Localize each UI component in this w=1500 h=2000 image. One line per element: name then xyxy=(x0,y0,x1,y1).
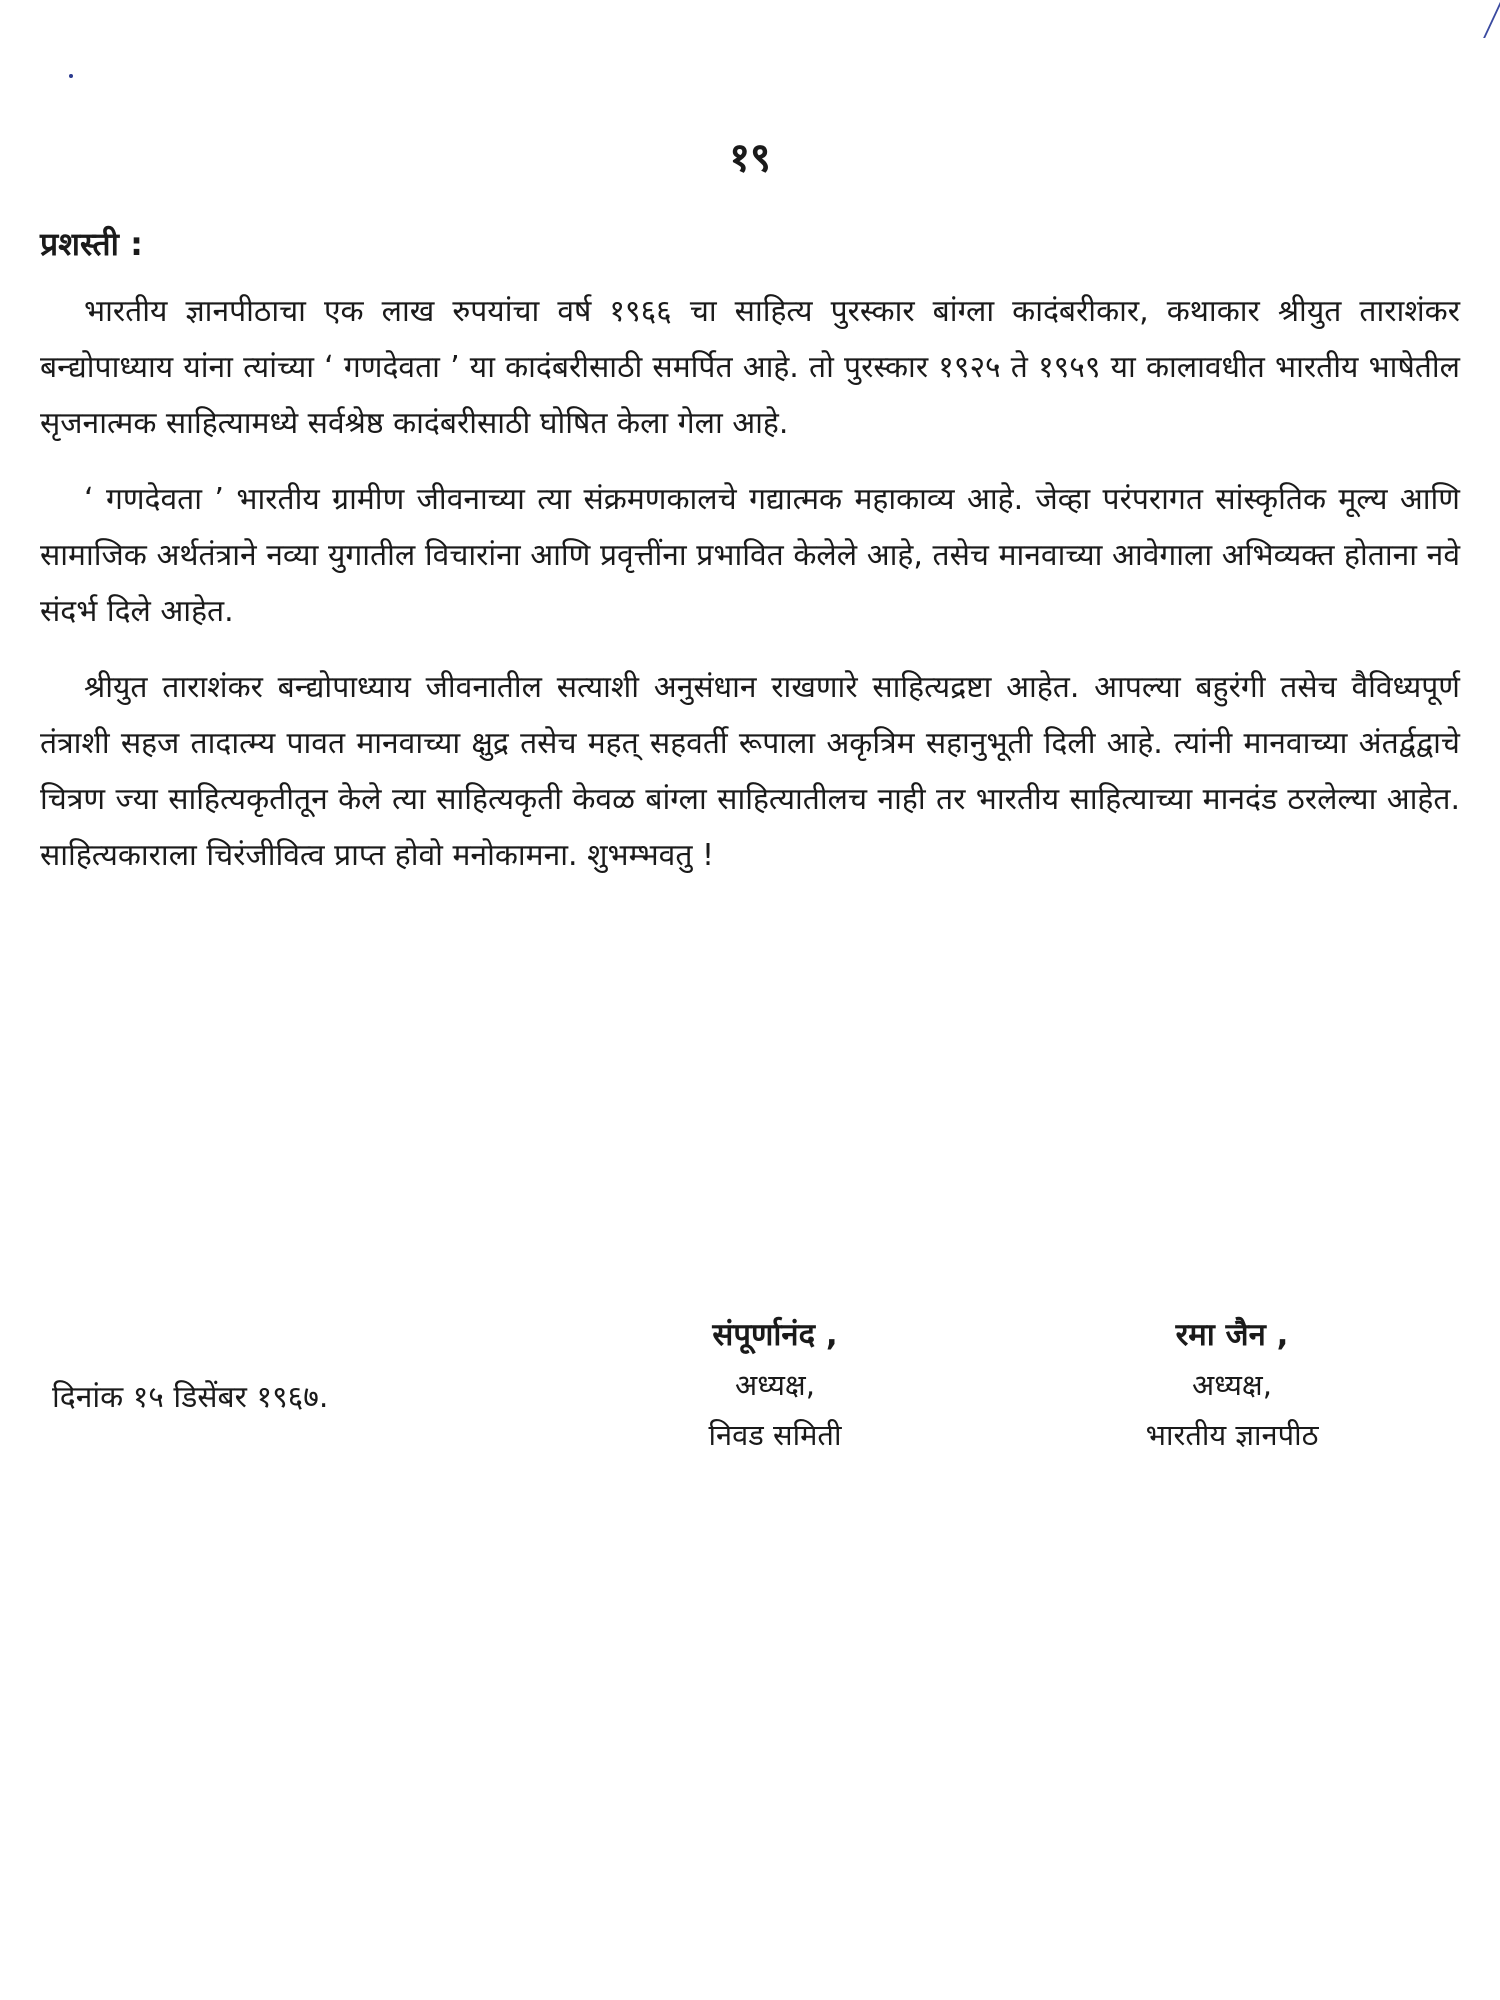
signature-block-jnanpith xyxy=(1082,1310,1382,1460)
date-line: दिनांक १५ डिसेंबर १९६७. xyxy=(52,1380,329,1415)
paragraph-2: ‘ गणदेवता ’ भारतीय ग्रामीण जीवनाच्या त्या संक्रमणकालचे गद्यात्मक महाकाव्य आहे. जेव्हा परंपरागत सांस्कृतिक मूल्य आणि सामाजिक अर्थतंत्राने नव्या युगातील विचारांना आणि प्रवृत्तींना प्रभावित केलेले आहे, तसेच मानवाच्या आवेगाला अभिव्यक्त होताना नवे संदर्भ दिले आहेत. xyxy=(40,482,1460,629)
paragraph-1: भारतीय ज्ञानपीठाचा एक लाख रुपयांचा वर्ष १९६६ चा साहित्य पुरस्कार बांग्ला कादंबरीकार, कथाकार श्रीयुत ताराशंकर बन्द्योपाध्याय यांना त्यांच्या ‘ गणदेवता ’ या कादंबरीसाठी समर्पित आहे. तो पुरस्कार १९२५ ते १९५९ या कालावधीत भारतीय भाषेतील सृजनात्मक साहित्यामध्ये सर्वश्रेष्ठ कादंबरीसाठी घोषित केला गेला आहे. xyxy=(40,294,1460,441)
signer-organization: भारतीय ज्ञानपीठ xyxy=(1145,1418,1319,1452)
signer-name: संपूर्णानंद , xyxy=(712,1317,838,1353)
signer-title: अध्यक्ष, xyxy=(735,1368,815,1402)
signer-name: रमा जैन , xyxy=(1175,1317,1289,1353)
paragraph-3: श्रीयुत ताराशंकर बन्द्योपाध्याय जीवनातील सत्याशी अनुसंधान राखणारे साहित्यद्रष्टा आहेत. आपल्या बहुरंगी तसेच वैविध्यपूर्ण तंत्राशी सहज तादात्म्य पावत मानवाच्या क्षुद्र तसेच महत् सहवर्ती रूपाला अकृत्रिम सहानुभूती दिली आहे. त्यांनी मानवाच्या अंतर्द्वद्वाचे चित्रण ज्या साहित्यकृतीतून केले त्या साहित्यकृती केवळ बांग्ला साहित्यातीलच नाही तर भारतीय साहित्याच्या मानदंड ठरलेल्या आहेत. साहित्यकाराला चिरंजीवित्व प्राप्त होवो मनोकामना. शुभम्भवतु ! xyxy=(40,670,1460,873)
citation-body xyxy=(40,284,1460,904)
signer-organization: निवड समिती xyxy=(708,1418,842,1452)
signer-title: अध्यक्ष, xyxy=(1192,1368,1272,1402)
page-number: १९ xyxy=(729,135,771,181)
section-heading: प्रशस्ती : xyxy=(40,225,143,263)
scan-edge-mark xyxy=(1483,0,1500,38)
scan-speck xyxy=(69,74,73,78)
signature-block-selection-committee xyxy=(625,1310,925,1460)
